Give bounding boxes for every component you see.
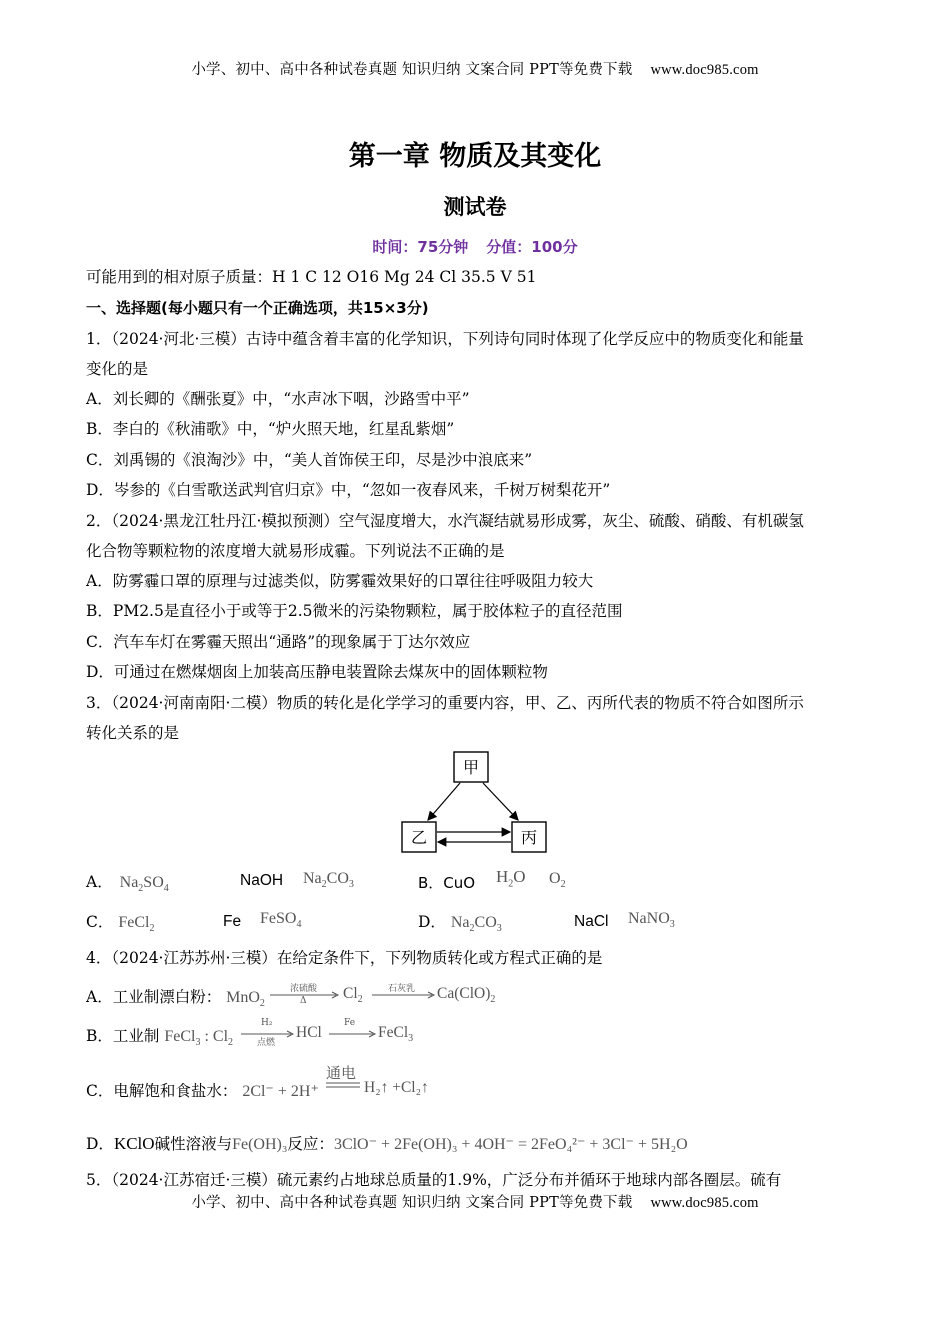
section-heading: 一、选择题(每小题只有一个正确选项，共15×3分) xyxy=(86,299,429,317)
q4-a-cond2: 石灰乳 xyxy=(388,984,416,994)
q4-a-cond1b: Δ xyxy=(300,996,307,1006)
q4-a-cond1: 浓硫酸 xyxy=(290,984,318,994)
formula-na2co3-a: $Na_2CO_3$ xyxy=(303,870,354,891)
formula-nano3: NaNO$_3$ xyxy=(628,910,675,931)
exam-meta xyxy=(0,236,950,257)
q1-option-b: B．李白的《秋浦歌》中，“炉火照天地，红星乱紫烟” xyxy=(86,420,455,438)
q3-option-a: A． $Na_2SO_4$ xyxy=(86,873,169,895)
q4-d-equation: 3ClO⁻ + 2Fe(OH)₃ + 4OH⁻ = 2FeO₄²⁻ + 3Cl⁻ + 5H₂O xyxy=(333,1136,688,1153)
formula-fecl3: FeCl$_3$ xyxy=(378,1024,414,1045)
footer-text: 小学、初中、高中各种试卷真题 知识归纳 文案合同 PPT等免费下载 xyxy=(191,1195,633,1211)
q2-stem-line1: 2．（2024·黑龙江牡丹江·模拟预测）空气湿度增大，水汽凝结就易形成雾，灰尘、硫酸、硝酸、有机碳氢 xyxy=(86,512,804,530)
formula-na2so4: $Na_2SO_4$ xyxy=(119,874,169,895)
q3-stem-line2: 转化关系的是 xyxy=(86,724,180,742)
page-footer xyxy=(0,1191,950,1212)
q3-option-c: C． FeCl$_2$ xyxy=(86,913,155,935)
q2-option-b: B．PM2.5是直径小于或等于2.5微米的污染物颗粒，属于胶体粒子的直径范围 xyxy=(86,602,623,620)
formula-kclo: KClO xyxy=(113,1134,155,1153)
q4-c-reactants: 2Cl⁻ + 2H⁺ xyxy=(242,1083,319,1100)
q4-stem: 4．（2024·江苏苏州·三模）在给定条件下，下列物质转化或方程式正确的是 xyxy=(86,949,603,967)
chapter-title: 第一章 物质及其变化 xyxy=(348,141,602,172)
q4-c-equals xyxy=(326,1080,362,1090)
q5-stem: 5．（2024·江苏宿迁·三模）硫元素约占地球总质量的1.9%，广泛分布并循环于地球内部各圈层。硫有 xyxy=(86,1171,782,1189)
q3-d-nacl: NaCl xyxy=(574,913,609,930)
formula-fecl3-cl2: FeCl$_3$ : $Cl_2$ xyxy=(164,1028,234,1049)
formula-feoh3: Fe(OH)₃ xyxy=(232,1136,288,1153)
q4-option-b: B．工业制 FeCl$_3$ : $Cl_2$ xyxy=(86,1027,234,1049)
subtitle: 测试卷 xyxy=(443,195,507,219)
q1-stem-line1: 1．（2024·河北·三模）古诗中蕴含着丰富的化学知识，下列诗句同时体现了化学反应中的物质变化和能量 xyxy=(86,330,804,348)
q4-b-cond1b: 点燃 xyxy=(257,1038,276,1048)
diagram-label-jia: 甲 xyxy=(462,758,480,777)
formula-fecl2: FeCl$_2$ xyxy=(118,914,155,935)
formula-cl2-a: $Cl_2$ xyxy=(343,985,363,1006)
q2-option-c: C．汽车车灯在雾霾天照出“通路”的现象属于丁达尔效应 xyxy=(86,633,471,651)
q2-stem-line2: 化合物等颗粒物的浓度增大就易形成霾。下列说法不正确的是 xyxy=(86,542,505,560)
q3-c-fe: Fe xyxy=(223,913,242,930)
arrow-jia-to-yi xyxy=(428,783,460,820)
time-limit: 时间：75分钟 xyxy=(372,238,469,256)
q1-stem-line2: 变化的是 xyxy=(86,360,149,378)
diagram-label-yi: 乙 xyxy=(410,828,428,847)
q1-option-d: D．岑参的《白雪歌送武判官归京》中，“忽如一夜春风来，千树万树梨花开” xyxy=(86,481,611,499)
formula-mno2: MnO$_2$ xyxy=(226,989,265,1010)
atomic-masses: 可能用到的相对原子质量：H 1 C 12 O16 Mg 24 Cl 35.5 V 51 xyxy=(86,268,537,286)
q4-b-cond1: H₂ xyxy=(261,1018,273,1028)
q1-option-c: C．刘禹锡的《浪淘沙》中，“美人首饰侯王印，尽是沙中浪底来” xyxy=(86,451,533,469)
formula-hcl: HCl xyxy=(296,1024,322,1041)
q4-b-cond2: Fe xyxy=(344,1018,356,1028)
q4-c-cond: 通电 xyxy=(326,1064,357,1082)
formula-o2: $O_2$ xyxy=(549,870,566,891)
footer-url[interactable]: www.doc985.com xyxy=(650,1195,759,1211)
q2-option-a: A．防雾霾口罩的原理与过滤类似，防雾霾效果好的口罩往往呼吸阻力较大 xyxy=(86,572,594,590)
q4-option-c: C．电解饱和食盐水： 2Cl⁻ + 2H⁺ xyxy=(86,1082,319,1100)
diagram-label-bing: 丙 xyxy=(520,828,538,847)
formula-na2co3-d: $Na_2CO_3$ xyxy=(450,914,502,935)
formula-caclo2: $Ca(ClO)_2$ xyxy=(437,985,496,1006)
page-header xyxy=(0,58,950,79)
total-score: 分值：100分 xyxy=(486,238,578,256)
conversion-diagram xyxy=(396,750,556,860)
arrow-jia-to-bing xyxy=(483,783,518,820)
q3-option-b: B．CuO xyxy=(418,874,476,892)
formula-feso4: FeSO$_4$ xyxy=(260,910,302,931)
q3-stem-line1: 3．（2024·河南南阳·二模）物质的转化是化学学习的重要内容，甲、乙、丙所代表的物质不符合如图所示 xyxy=(86,694,804,712)
q3-option-d: D． $Na_2CO_3$ xyxy=(418,913,502,935)
header-url[interactable]: www.doc985.com xyxy=(650,62,759,78)
formula-h2o: $H_2O$ xyxy=(496,867,526,890)
q4-option-a: A．工业制漂白粉： MnO$_2$ xyxy=(86,988,265,1010)
q4-option-d: D．KClO碱性溶液与Fe(OH)₃反应：3ClO⁻ + 2Fe(OH)₃ + 4OH⁻ = 2FeO₄²⁻ + 3Cl⁻ + 5H₂O xyxy=(86,1134,688,1153)
q3-a-naoh: NaOH xyxy=(240,872,284,889)
q4-c-products: H₂↑ +Cl₂↑ xyxy=(364,1079,429,1096)
q2-option-d: D．可通过在燃煤烟囱上加装高压静电装置除去煤灰中的固体颗粒物 xyxy=(86,663,548,681)
q1-option-a: A．刘长卿的《酬张夏》中，“水声冰下咽，沙路雪中平” xyxy=(86,390,470,408)
header-text: 小学、初中、高中各种试卷真题 知识归纳 文案合同 PPT等免费下载 xyxy=(191,62,633,78)
